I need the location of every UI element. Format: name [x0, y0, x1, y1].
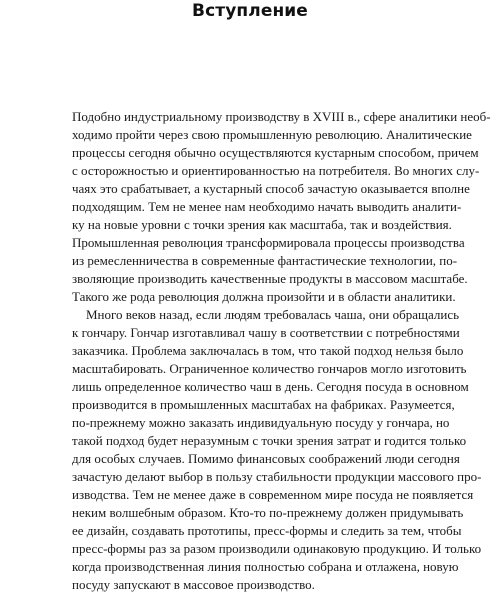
text-line: такой подход будет неразумным с точки зрения затрат и годится только	[72, 433, 467, 448]
text-line: из ремесленничества в современные фантастические технологии, по-	[72, 253, 458, 268]
text-line: ее дизайн, создавать прототипы, пресс-формы и следить за тем, чтобы	[72, 523, 462, 538]
text-line: изводства. Тем не менее даже в современном мире посуда не появляется	[72, 487, 474, 502]
text-line: неким волшебным образом. Кто-то по-прежнему должен придумывать	[72, 505, 464, 520]
text-line: по-прежнему можно заказать индивидуальную посуду у гончара, но	[72, 415, 450, 430]
page-heading: Вступление	[192, 1, 308, 21]
text-line: Промышленная революция трансформировала процессы производства	[72, 235, 465, 250]
text-line: чаях это срабатывает, а кустарный способ зачастую оказывается вполне	[72, 181, 470, 196]
text-line: лишь определенное количество чаш в день. Сегодня посуда в основном	[72, 379, 469, 394]
body-text	[72, 108, 491, 594]
text-line: к гончару. Гончар изготавливал чашу в соответствии с потребностями	[72, 325, 460, 340]
text-line: Подобно индустриальному производству в XVIII в., сфере аналитики необ-	[72, 109, 491, 124]
text-line: производится в промышленных масштабах на фабриках. Разумеется,	[72, 397, 455, 412]
text-line: Такого же рода революция должна произойти и в области аналитики.	[72, 289, 456, 304]
text-line: когда производственная линия полностью собрана и отлажена, новую	[72, 559, 459, 574]
text-line: посуду запускают в массовое производство.	[72, 577, 315, 592]
text-line: ходимо пройти через свою промышленную революцию. Аналитические	[72, 127, 472, 142]
text-line: зачастую делают выбор в пользу стабильности продукции массового про-	[72, 469, 482, 484]
text-line: зволяющие производить качественные продукты в массовом масштабе.	[72, 271, 468, 286]
text-line: масштабировать. Ограниченное количество гончаров могло изготовить	[72, 361, 467, 376]
text-line: процессы сегодня обычно осуществляются кустарным способом, причем	[72, 145, 479, 160]
text-line: заказчика. Проблема заключалась в том, что такой подход нельзя было	[72, 343, 464, 358]
text-line: подходящим. Тем не менее нам необходимо начать выводить аналити-	[72, 199, 462, 214]
text-line: Много веков назад, если людям требовалась чаша, они обращались	[86, 307, 460, 322]
text-line: с осторожностью и ориентированностью на потребителя. Во многих слу-	[72, 163, 480, 178]
text-line: для особых случаев. Помимо финансовых соображений люди сегодня	[72, 451, 460, 466]
text-line: ку на новые уровни с точки зрения как масштаба, так и воздействия.	[72, 217, 452, 232]
text-line: пресс-формы раз за разом производили одинаковую продукцию. И только	[72, 541, 482, 556]
